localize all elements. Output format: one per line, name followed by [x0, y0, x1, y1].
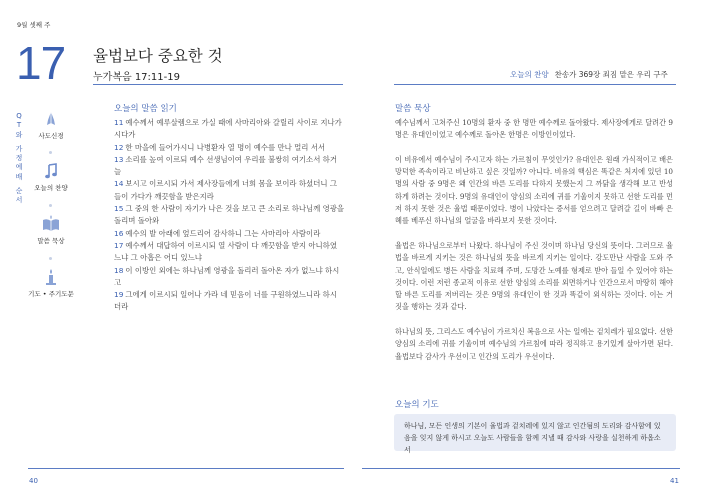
meditation-paragraph: 하나님의 뜻, 그리스도 예수님이 가르치신 복음으로 사는 일에는 겉치레가 필요없다. 선한 양심의 소리에 귀를 기울이며 예수님의 가르침에 따라 정직하고 용기있게 살아가면 된다. 율법보다 감사가 우선이고 인간의 도리가 우선이다.: [395, 327, 673, 361]
step-prayer: 기도 • 주기도문: [22, 268, 80, 298]
footer-divider-left: [28, 468, 344, 469]
praying-hands-icon: [42, 110, 60, 128]
verse-number: 14: [114, 179, 124, 189]
scripture-passage: [114, 117, 344, 314]
verse-text: 그 중의 한 사람이 자기가 나은 것을 보고 큰 소리로 하나님께 영광을 돌리며 돌아와: [114, 204, 345, 226]
step-dot: [49, 204, 52, 207]
verse-number: 12: [114, 142, 124, 152]
verse-text: 보시고 이르시되 가서 제사장들에게 너희 몸을 보이라 하셨더니 그들이 가다가 깨끗함을 받은지라: [114, 179, 337, 201]
verse-text: 이 이방인 외에는 하나님께 영광을 돌리러 돌아온 자가 없느냐 하시고: [114, 265, 340, 287]
meditation-paragraph: 율법은 하나님으로부터 나왔다. 하나님이 주신 것이며 하나님 당신의 뜻이다. 그러므로 율법을 바르게 지키는 것은 하나님의 뜻을 바르게 지키는 일이다. 강도만난 사람을 도와 주고, 안식일에도 병든 사람을 치료해 주며, 도망간 노예를 형제로 받아 들일 수 있어야 하는 것이다. 이런 저런 종교적 이유로 선한 양심의 소리를 외면하거나 인간으로서 마땅히 해야 할 바른 도리를 저버리는 것은 9명의 유대인이 한 것과 똑같이 외식하는 것이다. 이는 거짓을 행하는 것과 같다.: [395, 240, 673, 312]
scripture-reference: 누가복음 17:11-19: [93, 72, 180, 83]
qt-vertical-label: Q T 와 가 정 예 배 순 서: [15, 112, 23, 205]
verse-number: 15: [114, 204, 124, 214]
verse: [114, 117, 344, 142]
step-todays-hymn: 오늘의 찬양: [26, 162, 76, 192]
verse-text: 그에게 이르시되 일어나 가라 네 믿음이 너를 구원하였느니라 하시더라: [114, 290, 337, 312]
verse-number: 13: [114, 154, 124, 164]
meditation-paragraph: 이 비유에서 예수님이 주시고자 하는 가르침이 무엇인가? 유대인은 원래 가식적이고 배은 망덕한 족속이라고 비난하고 싶은 것일까? 아니다. 비유의 핵심은 똑같은 처지에 있던 10명의 사람 중 9명은 왜 인간의 바른 도리를 다하지 못했는지 그 까닭을 생각해 보고 반성하게 하려는 것이다. 9명의 유대인이 양심의 소리에 귀를 기울이지 못하고 선한 도리를 먼저 하지 못한 것은 율법 때문이었다. 병이 나았다는 증서를 얻으려고 달려갈 길이 바빠 은혜를 베푸신 하나님의 얼굴을 바라보지 못한 것이다.: [395, 154, 673, 226]
left-page-number: 40: [29, 477, 38, 485]
hymn-line: [510, 69, 668, 80]
music-note-icon: [42, 162, 60, 180]
meditation-heading: 말씀 묵상: [395, 104, 431, 114]
verse: [114, 289, 344, 314]
hymn-label: 오늘의 찬양: [510, 70, 549, 79]
verse-text: 소리를 높여 이르되 예수 선생님이여 우리를 불쌍히 여기소서 하거늘: [114, 154, 337, 177]
verse-number: 11: [114, 118, 124, 127]
candle-icon: [42, 268, 60, 286]
verse-number: 16: [114, 228, 124, 238]
hymn-text: 찬송가 369장 죄짐 맡은 우리 구주: [554, 70, 668, 79]
verse-text: 예수의 발 아래에 엎드리어 감사하니 그는 사마리아 사람이라: [125, 228, 321, 238]
day-number: 17: [16, 37, 66, 89]
verse-number: 19: [114, 290, 124, 300]
week-label: 9월 셋째 주: [17, 21, 51, 29]
meditation-text: [395, 117, 673, 375]
footer-divider-right: [362, 468, 680, 469]
page-title: 율법보다 중요한 것: [93, 47, 223, 65]
step-meditation: 말씀 묵상: [26, 215, 76, 245]
step-apostles-creed: 사도신경: [26, 110, 76, 140]
prayer-heading: 오늘의 기도: [395, 400, 439, 410]
verse: [114, 228, 344, 240]
step-dot: [49, 257, 52, 260]
header-divider-right: [394, 84, 676, 85]
prayer-box: [394, 414, 676, 454]
verse: [114, 142, 344, 154]
verse: [114, 265, 344, 290]
verse: [114, 240, 344, 265]
verse: [114, 178, 344, 203]
header-divider-left: [93, 84, 343, 85]
verse-number: 17: [114, 240, 124, 250]
verse-number: 18: [114, 265, 124, 275]
prayer-text: 하나님, 모든 인생의 기본이 율법과 겉치레에 있지 않고 인간됨의 도리와 감사함에 있음을 잊지 않게 하시고 오늘도 사람들을 함께 지낼 때 감사와 사랑을 실천하게 하옵소서: [404, 422, 661, 454]
right-page-number: 41: [670, 477, 679, 485]
verse-text: 예수께서 예루살렘으로 가실 때에 사마리아와 갈릴리 사이로 지나가시다가: [114, 118, 342, 140]
verse: [114, 154, 344, 179]
verse: [114, 203, 344, 228]
step-dot: [49, 151, 99, 154]
meditation-paragraph: 예수님께서 고쳐주신 10명의 환자 중 한 명만 예수께로 돌아왔다. 제사장에게로 달려간 9명은 유대인이었고 예수께로 돌아온 한명은 이방인이었다.: [395, 118, 673, 140]
verse-text: 예수께서 대답하여 이르시되 열 사람이 다 깨끗함을 받지 아니하였느냐 그 아홉은 어디 있느냐: [114, 240, 337, 263]
reading-heading: 오늘의 말씀 읽기: [114, 104, 177, 114]
verse-text: 한 마을에 들어가시니 나병환자 열 명이 예수를 만나 멀리 서서: [125, 142, 326, 152]
open-book-icon: [42, 215, 60, 233]
